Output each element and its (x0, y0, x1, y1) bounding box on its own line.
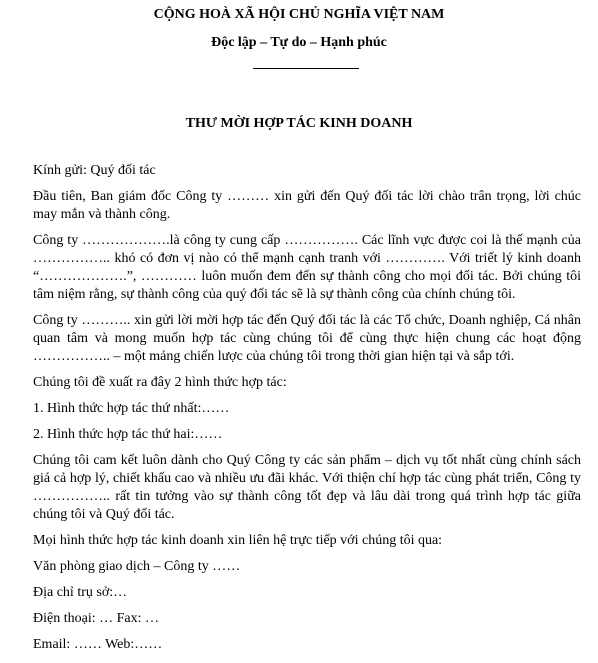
letter-body (33, 162, 581, 662)
country-heading: CỘNG HOÀ XÃ HỘI CHỦ NGHĨA VIỆT NAM (153, 7, 445, 22)
contact-email-web: Email: …… Web:…… (33, 637, 163, 652)
paragraph-proposal: Chúng tôi đề xuất ra đây 2 hình thức hợp tác: (33, 375, 287, 390)
paragraph-company-intro: Công ty ……………….là công ty cung cấp ……………. Các lĩnh vực được coi là thế mạnh của …………….. khó có đơn vị nào có thể mạnh cạnh tranh với …………. Với triết lý kinh doanh “……………….”, ………… luôn muốn đem đến sự thành công cho mọi đối tác. Bởi chúng tôi tâm niệm rằng, sự thành công của quý đối tác sẽ là sự thành công của chính chúng tôi. (33, 233, 581, 302)
salutation: Kính gửi: Quý đối tác (33, 163, 156, 178)
motto-heading: Độc lập – Tự do – Hạnh phúc (211, 35, 387, 50)
contact-phone-fax: Điện thoại: … Fax: … (33, 611, 159, 626)
contact-office: Văn phòng giao dịch – Công ty …… (33, 559, 241, 574)
header-divider (253, 68, 359, 69)
paragraph-invitation: Công ty ……….. xin gửi lời mời hợp tác đến Quý đối tác là các Tổ chức, Doanh nghiệp, Cá nhân quan tâm và mong muốn hợp tác cùng chúng tôi để cùng thực hiện chung các hoạt động …………….. – một mảng chiến lược của chúng tôi trong thời gian hiện tại và sắp tới. (33, 313, 581, 364)
cooperation-form-2: 2. Hình thức hợp tác thứ hai:…… (33, 427, 223, 442)
paragraph-greeting: Đầu tiên, Ban giám đốc Công ty ……… xin gửi đến Quý đối tác lời chào trân trọng, lời chúc may mắn và thành công. (33, 189, 581, 222)
letter-title: THƯ MỜI HỢP TÁC KINH DOANH (185, 116, 413, 131)
cooperation-form-1: 1. Hình thức hợp tác thứ nhất:…… (33, 401, 230, 416)
paragraph-contact-intro: Mọi hình thức hợp tác kinh doanh xin liên hệ trực tiếp với chúng tôi qua: (33, 533, 443, 548)
paragraph-commitment: Chúng tôi cam kết luôn dành cho Quý Công ty các sản phẩm – dịch vụ tốt nhất cùng chính sách giá cả hợp lý, chiết khấu cao và nhiều ưu đãi khác. Với thiện chí hợp tác cùng phát triển, Công ty …………….. rất tin tưởng vào sự thành công tốt đẹp và lâu dài trong quá trình hợp tác giữa chúng tôi và Quý đối tác. (33, 453, 581, 522)
contact-address: Địa chỉ trụ sở:… (33, 585, 128, 600)
